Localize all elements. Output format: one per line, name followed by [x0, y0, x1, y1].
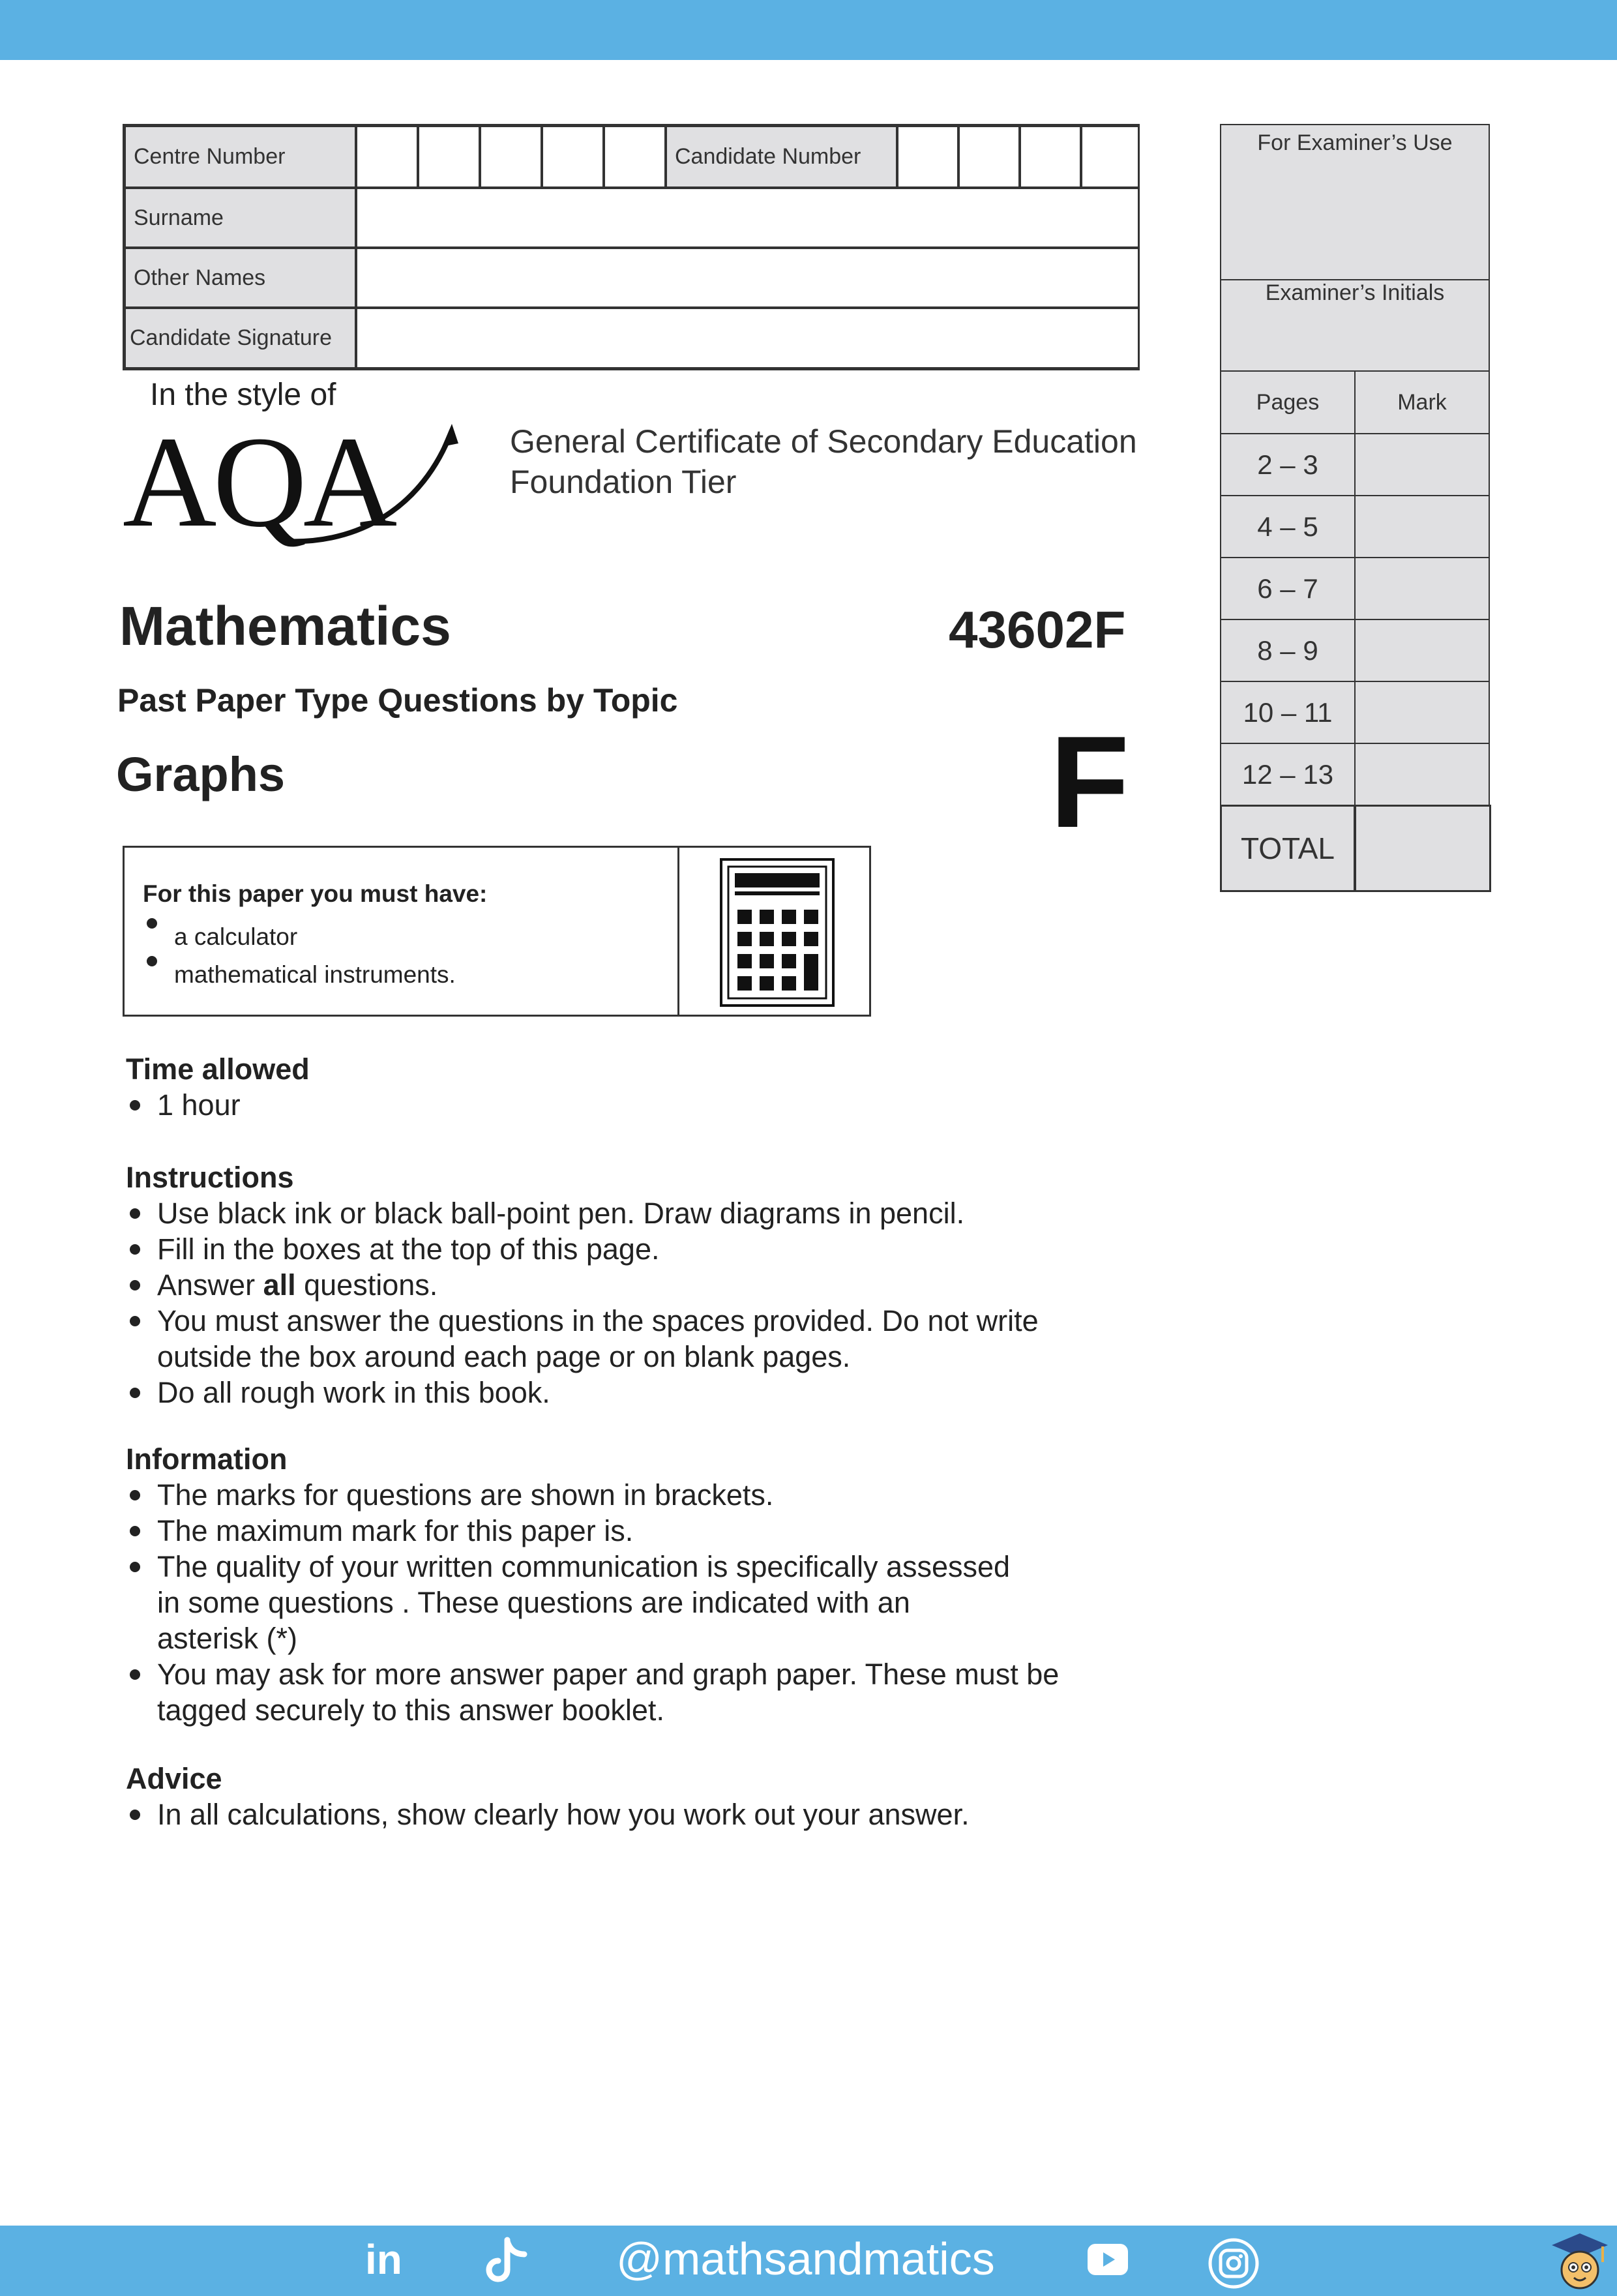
time-section — [126, 1051, 310, 1123]
time-item: 1 hour — [126, 1087, 310, 1123]
top-banner — [0, 0, 1617, 60]
centre-number-digit-2[interactable] — [418, 126, 480, 188]
mark-cell[interactable] — [1354, 433, 1490, 496]
mark-header: Mark — [1354, 370, 1490, 434]
youtube-icon[interactable] — [1088, 2244, 1128, 2275]
pages-row: 10 – 11 — [1220, 681, 1356, 744]
tier-letter: F — [1050, 709, 1130, 855]
information-section — [126, 1441, 1059, 1728]
centre-number-digit-4[interactable] — [542, 126, 604, 188]
instruction-item — [126, 1303, 1039, 1375]
candidate-number-label: Candidate Number — [666, 126, 897, 188]
information-text: The quality of your written communication is specifically assessed — [157, 1550, 1011, 1583]
aqa-logo — [123, 410, 468, 554]
instruction-item: Fill in the boxes at the top of this page. — [126, 1231, 1039, 1267]
information-item: The marks for questions are shown in brackets. — [126, 1477, 1059, 1513]
mark-cell[interactable] — [1354, 495, 1490, 558]
candidate-number-digit-1[interactable] — [897, 126, 958, 188]
instruction-item — [126, 1267, 1039, 1303]
other-names-label: Other Names — [125, 248, 356, 308]
information-heading: Information — [126, 1442, 288, 1476]
pages-header: Pages — [1220, 370, 1356, 434]
requirement-item: a calculator — [143, 918, 456, 956]
instagram-icon[interactable] — [1208, 2237, 1260, 2289]
tiktok-icon[interactable] — [482, 2236, 528, 2286]
calculator-icon — [719, 857, 835, 1007]
instruction-text: questions. — [295, 1268, 438, 1302]
information-text: tagged securely to this answer booklet. — [157, 1693, 664, 1727]
tier-title: Foundation Tier — [510, 464, 737, 500]
instruction-text: You must answer the questions in the spaces provided. Do not write — [157, 1304, 1039, 1337]
signature-label: Candidate Signature — [125, 308, 356, 368]
total-label: TOTAL — [1220, 805, 1356, 892]
surname-label: Surname — [125, 188, 356, 248]
instructions-section — [126, 1159, 1039, 1410]
linkedin-icon[interactable]: in — [365, 2236, 402, 2283]
examiner-initials-label: Examiner’s Initials — [1220, 279, 1490, 496]
topic-title: Graphs — [116, 747, 286, 801]
examiner-use-title: For Examiner’s Use — [1220, 124, 1490, 280]
mark-cell[interactable] — [1354, 619, 1490, 682]
pages-row: 6 – 7 — [1220, 557, 1356, 620]
candidate-number-digit-2[interactable] — [958, 126, 1020, 188]
social-handle[interactable]: @mathsandmatics — [616, 2233, 995, 2284]
candidate-details-form — [123, 124, 1140, 370]
pages-row: 4 – 5 — [1220, 495, 1356, 558]
instructions-heading: Instructions — [126, 1161, 294, 1194]
subject-title: Mathematics — [119, 595, 451, 657]
mascot-graduate-icon — [1550, 2231, 1609, 2296]
requirements-heading: For this paper you must have: — [143, 880, 488, 907]
information-item — [126, 1549, 1059, 1656]
pages-row: 8 – 9 — [1220, 619, 1356, 682]
paper-code: 43602F — [949, 601, 1126, 659]
style-note: In the style of — [150, 378, 336, 412]
surname-field[interactable] — [356, 188, 1140, 248]
pages-row: 12 – 13 — [1220, 743, 1356, 806]
mark-cell[interactable] — [1354, 681, 1490, 744]
centre-number-label: Centre Number — [125, 126, 356, 188]
information-item: The maximum mark for this paper is. — [126, 1513, 1059, 1549]
centre-number-digit-5[interactable] — [604, 126, 666, 188]
signature-field[interactable] — [356, 308, 1140, 368]
information-text: asterisk (*) — [157, 1622, 298, 1655]
footer-banner — [0, 2226, 1617, 2296]
paper-subtitle: Past Paper Type Questions by Topic — [117, 682, 678, 719]
candidate-number-digit-4[interactable] — [1081, 126, 1140, 188]
information-text: You may ask for more answer paper and graph paper. These must be — [157, 1658, 1060, 1691]
requirement-item: mathematical instruments. — [143, 956, 456, 994]
centre-number-digit-1[interactable] — [356, 126, 418, 188]
instruction-item: Do all rough work in this book. — [126, 1375, 1039, 1410]
pages-row: 2 – 3 — [1220, 433, 1356, 496]
aqa-logo-text: AQA — [123, 410, 394, 554]
qualification-title: General Certificate of Secondary Education — [510, 423, 1137, 460]
centre-number-digit-3[interactable] — [480, 126, 542, 188]
information-item — [126, 1656, 1059, 1728]
information-text: in some questions . These questions are indicated with an — [157, 1586, 910, 1619]
advice-section — [126, 1761, 970, 1832]
instruction-text: Answer — [157, 1268, 263, 1302]
advice-item: In all calculations, show clearly how you work out your answer. — [126, 1797, 970, 1832]
swoosh-arrow-icon — [123, 410, 468, 554]
mark-cell[interactable] — [1354, 743, 1490, 806]
advice-heading: Advice — [126, 1762, 222, 1795]
mark-cell[interactable] — [1354, 557, 1490, 620]
candidate-number-digit-3[interactable] — [1020, 126, 1081, 188]
instruction-text: outside the box around each page or on blank pages. — [157, 1340, 851, 1373]
examiner-use-box — [1220, 124, 1491, 892]
requirements-box — [123, 846, 871, 1017]
total-mark-cell[interactable] — [1354, 805, 1491, 892]
other-names-field[interactable] — [356, 248, 1140, 308]
time-heading: Time allowed — [126, 1052, 310, 1086]
instruction-item: Use black ink or black ball-point pen. Draw diagrams in pencil. — [126, 1195, 1039, 1231]
instruction-emphasis: all — [263, 1268, 296, 1302]
